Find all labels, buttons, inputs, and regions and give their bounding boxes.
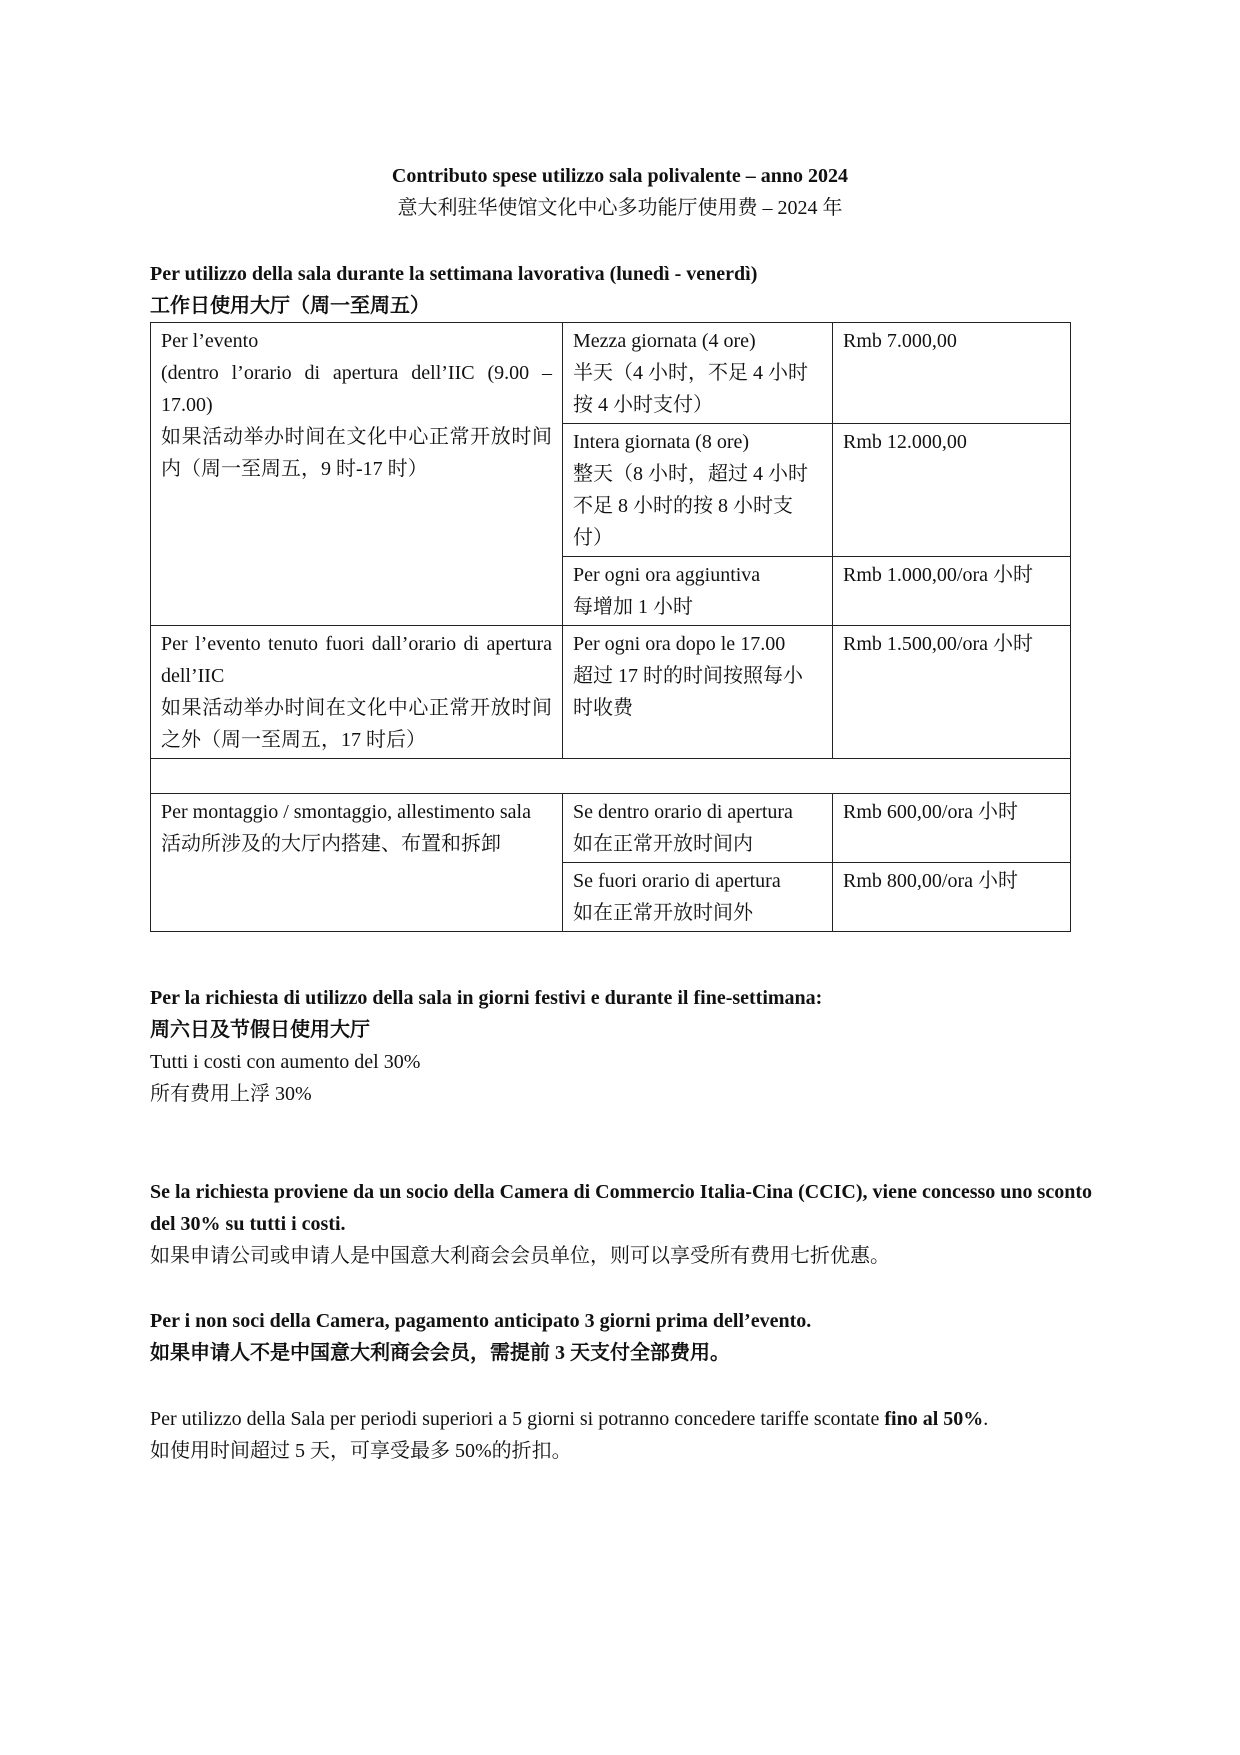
event-hours-it: (dentro l’orario di apertura dell’IIC (9.00 – 17.00) xyxy=(161,362,552,416)
member-text-chinese: 如果申请公司或申请人是中国意大利商会会员单位，则可以享受所有费用七折优惠。 xyxy=(150,1245,890,1267)
setup-label xyxy=(151,794,563,932)
weekday-heading xyxy=(150,258,1110,322)
weekend-text-chinese: 所有费用上浮 30% xyxy=(150,1083,312,1105)
full-day-price: Rmb 12.000,00 xyxy=(833,424,1071,557)
extra-hour-cell xyxy=(563,557,833,626)
event-out-hours-label xyxy=(151,626,563,759)
setup-outside-cell xyxy=(563,863,833,932)
setup-outside-price: Rmb 800,00/ora 小时 xyxy=(833,863,1071,932)
table-row xyxy=(151,323,1071,424)
weekend-text-italian: Tutti i costi con aumento del 30% xyxy=(150,1051,421,1073)
long-period-bold: fino al 50% xyxy=(884,1408,984,1430)
title-chinese: 意大利驻华使馆文化中心多功能厅使用费 – 2024 年 xyxy=(397,197,843,219)
half-day-cell xyxy=(563,323,833,424)
setup-inside-cell xyxy=(563,794,833,863)
setup-inside-it: Se dentro orario di apertura xyxy=(573,801,793,823)
table-row-blank xyxy=(151,759,1071,794)
weekday-heading-italian: Per utilizzo della sala durante la settimana lavorativa (lunedì - venerdì) xyxy=(150,263,758,285)
member-text-italian: Se la richiesta proviene da un socio della Camera di Commercio Italia-Cina (CCIC), viene concesso uno sconto del 30% su tutti i costi. xyxy=(150,1181,1092,1235)
half-day-price: Rmb 7.000,00 xyxy=(833,323,1071,424)
weekend-section xyxy=(150,982,1110,1110)
nonmember-text-chinese: 如果申请人不是中国意大利商会会员，需提前 3 天支付全部费用。 xyxy=(150,1342,730,1364)
extra-hour-it: Per ogni ora aggiuntiva xyxy=(573,564,761,586)
after-hours-it: Per ogni ora dopo le 17.00 xyxy=(573,633,786,655)
event-in-hours-label xyxy=(151,323,563,626)
out-hours-label-zh: 如果活动举办时间在文化中心正常开放时间之外（周一至周五，17 时后） xyxy=(161,697,552,751)
extra-hour-zh: 每增加 1 小时 xyxy=(573,596,693,618)
after-hours-cell xyxy=(563,626,833,759)
setup-label-zh: 活动所涉及的大厅内搭建、布置和拆卸 xyxy=(161,833,501,855)
half-day-zh: 半天（4 小时，不足 4 小时按 4 小时支付） xyxy=(573,362,808,416)
weekday-heading-chinese: 工作日使用大厅（周一至周五） xyxy=(150,295,430,317)
setup-outside-it: Se fuori orario di apertura xyxy=(573,870,781,892)
out-hours-label-it: Per l’evento tenuto fuori dall’orario di apertura dell’IIC xyxy=(161,633,552,687)
long-period-section xyxy=(150,1403,1110,1467)
nonmember-text-italian: Per i non soci della Camera, pagamento anticipato 3 giorni prima dell’evento. xyxy=(150,1310,812,1332)
blank-cell xyxy=(151,759,1071,794)
weekend-heading-italian: Per la richiesta di utilizzo della sala in giorni festivi e durante il fine-settimana: xyxy=(150,987,823,1009)
member-section xyxy=(150,1176,1110,1272)
table-row xyxy=(151,626,1071,759)
table-row xyxy=(151,794,1071,863)
after-hours-price: Rmb 1.500,00/ora 小时 xyxy=(833,626,1071,759)
full-day-cell xyxy=(563,424,833,557)
setup-inside-zh: 如在正常开放时间内 xyxy=(573,833,753,855)
setup-label-it: Per montaggio / smontaggio, allestimento sala xyxy=(161,801,531,823)
nonmember-section xyxy=(150,1305,1110,1369)
after-hours-zh: 超过 17 时的时间按照每小时收费 xyxy=(573,665,803,719)
weekend-heading-chinese: 周六日及节假日使用大厅 xyxy=(150,1019,370,1041)
full-day-it: Intera giornata (8 ore) xyxy=(573,431,750,453)
extra-hour-price: Rmb 1.000,00/ora 小时 xyxy=(833,557,1071,626)
title-italian: Contributo spese utilizzo sala polivalente – anno 2024 xyxy=(391,165,849,187)
event-label-it: Per l’evento xyxy=(161,330,259,352)
long-period-prefix: Per utilizzo della Sala per periodi superiori a 5 giorni si potranno concedere tariffe scontate xyxy=(150,1408,885,1430)
document-title xyxy=(0,160,1240,224)
full-day-zh: 整天（8 小时，超过 4 小时不足 8 小时的按 8 小时支付） xyxy=(573,463,808,549)
event-label-zh: 如果活动举办时间在文化中心正常开放时间内（周一至周五，9 时-17 时） xyxy=(161,426,552,480)
half-day-it: Mezza giornata (4 ore) xyxy=(573,330,756,352)
long-period-text-italian xyxy=(150,1403,1110,1435)
fee-table xyxy=(150,322,1071,932)
setup-inside-price: Rmb 600,00/ora 小时 xyxy=(833,794,1071,863)
long-period-text-chinese: 如使用时间超过 5 天，可享受最多 50%的折扣。 xyxy=(150,1440,572,1462)
setup-outside-zh: 如在正常开放时间外 xyxy=(573,902,753,924)
long-period-suffix: . xyxy=(983,1408,989,1430)
